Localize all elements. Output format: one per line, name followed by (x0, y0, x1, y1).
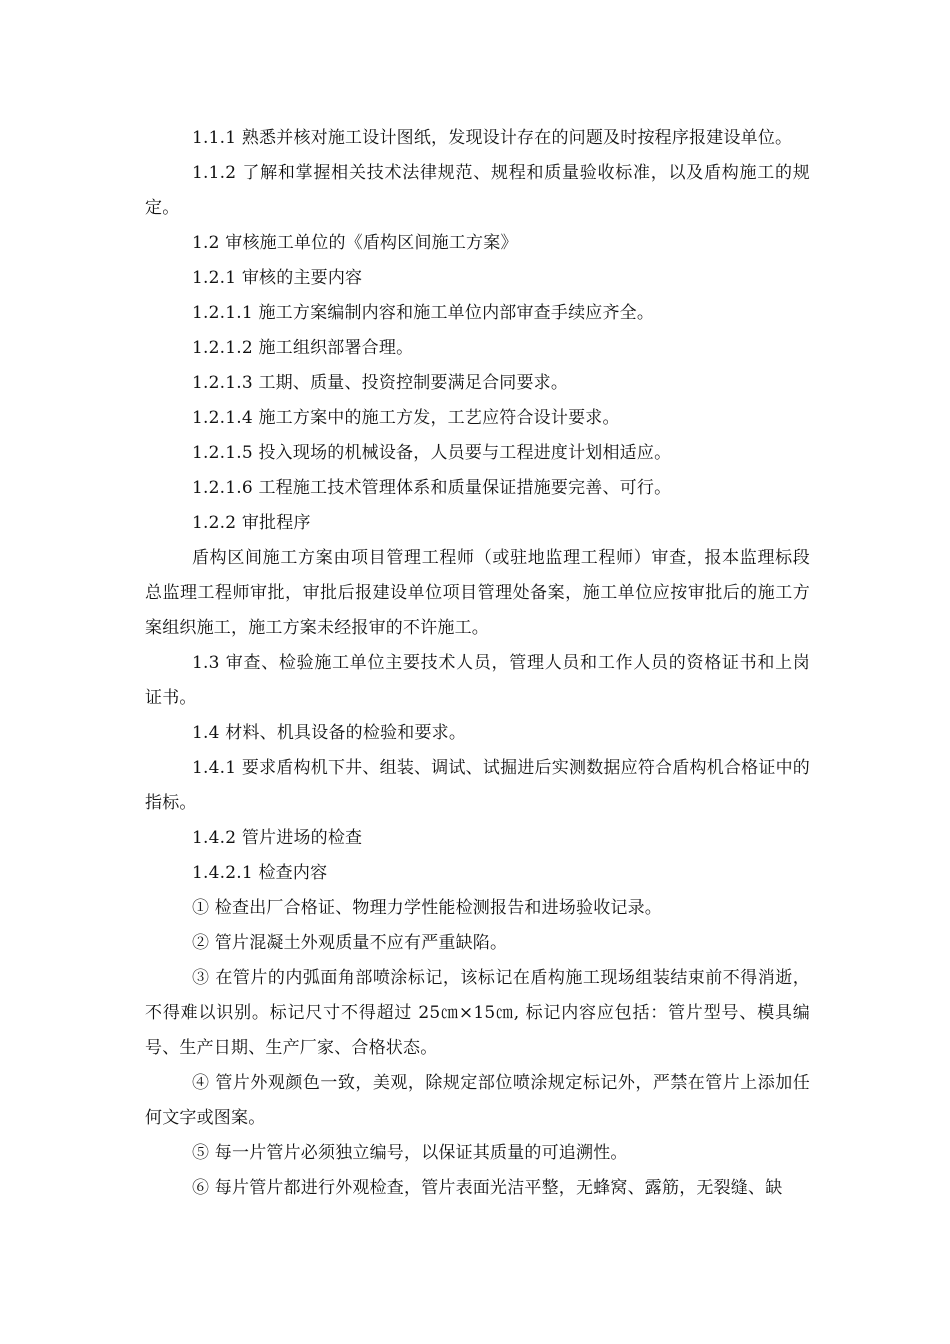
paragraph-1-2-1-2: 1.2.1.2 施工组织部署合理。 (192, 338, 414, 358)
paragraph-1-2-1-5: 1.2.1.5 投入现场的机械设备，人员要与工程进度计划相适应。 (192, 443, 672, 463)
heading-1-4: 1.4 材料、机具设备的检验和要求。 (192, 723, 467, 743)
list-item-3: ③ 在管片的内弧面角部喷涂标记，该标记在盾构施工现场组装结束前不得消逝，不得难以识别。标记尺寸不得超过 25㎝×15㎝, 标记内容应包括：管片型号、模具编号、生产日期、生产厂家、合格状态。 (145, 968, 810, 1058)
heading-1-2: 1.2 审核施工单位的《盾构区间施工方案》 (192, 233, 518, 253)
document-page (145, 121, 810, 1206)
list-item-4: ④ 管片外观颜色一致，美观，除规定部位喷涂规定标记外，严禁在管片上添加任何文字或图案。 (145, 1073, 810, 1128)
heading-1-4-2-1: 1.4.2.1 检查内容 (192, 863, 328, 883)
list-item-1: ① 检查出厂合格证、物理力学性能检测报告和进场验收记录。 (192, 898, 663, 918)
list-item-5: ⑤ 每一片管片必须独立编号，以保证其质量的可追溯性。 (192, 1143, 628, 1163)
paragraph-1-1-1: 1.1.1 熟悉并核对施工设计图纸，发现设计存在的问题及时按程序报建设单位。 (192, 128, 793, 148)
list-item-6: ⑥ 每片管片都进行外观检查，管片表面光洁平整，无蜂窝、露筋，无裂缝、缺 (192, 1178, 783, 1198)
paragraph-1-4-1: 1.4.1 要求盾构机下井、组装、调试、试掘进后实测数据应符合盾构机合格证中的指标。 (145, 758, 810, 813)
paragraph-1-1-2: 1.1.2 了解和掌握相关技术法律规范、规程和质量验收标准，以及盾构施工的规定。 (145, 163, 810, 218)
paragraph-1-2-1-6: 1.2.1.6 工程施工技术管理体系和质量保证措施要完善、可行。 (192, 478, 672, 498)
paragraph-1-2-1-1: 1.2.1.1 施工方案编制内容和施工单位内部审查手续应齐全。 (192, 303, 655, 323)
paragraph-approval-procedure: 盾构区间施工方案由项目管理工程师（或驻地监理工程师）审查，报本监理标段总监理工程师审批，审批后报建设单位项目管理处备案，施工单位应按审批后的施工方案组织施工，施工方案未经报审的不许施工。 (145, 548, 810, 638)
heading-1-4-2: 1.4.2 管片进场的检查 (192, 828, 363, 848)
heading-1-2-1: 1.2.1 审核的主要内容 (192, 268, 363, 288)
list-item-2: ② 管片混凝土外观质量不应有严重缺陷。 (192, 933, 508, 953)
paragraph-1-3: 1.3 审查、检验施工单位主要技术人员，管理人员和工作人员的资格证书和上岗证书。 (145, 653, 810, 708)
heading-1-2-2: 1.2.2 审批程序 (192, 513, 311, 533)
paragraph-1-2-1-4: 1.2.1.4 施工方案中的施工方发，工艺应符合设计要求。 (192, 408, 620, 428)
paragraph-1-2-1-3: 1.2.1.3 工期、质量、投资控制要满足合同要求。 (192, 373, 569, 393)
